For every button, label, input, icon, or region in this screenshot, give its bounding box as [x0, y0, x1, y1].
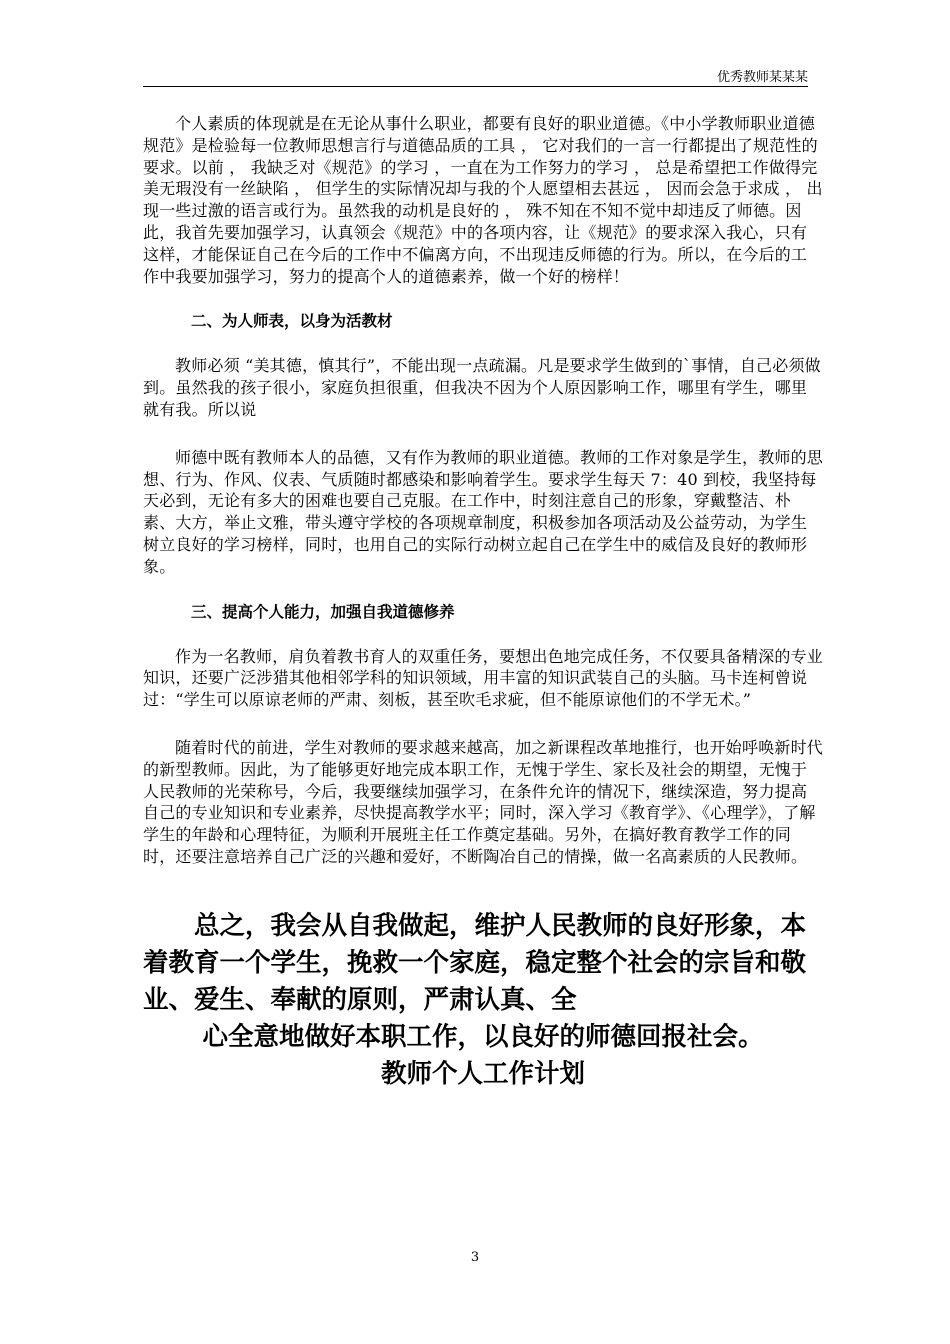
paragraph-role-model: 教师必须 “美其德，慎其行”，不能出现一点疏漏。凡是要求学生做到的`事情，自己必须做到。虽然我的孩子很小，家庭负担很重，但我决不因为个人原因影响工作，哪里有学生，哪里就有我。所以说 [143, 356, 821, 419]
section-heading-2: 二、为人师表，以身为活教材 [191, 312, 393, 331]
paragraph-times: 随着时代的前进，学生对教师的要求越来越高，加之新课程改革地推行，也开始呼唤新时代的新型教师。因此，为了能够更好地完成本职工作，无愧于学生、家长及社会的期望，无愧于人民教师的光荣称号，今后，我要继续加强学习，在条件允许的情况下，继续深造，努力提高自己的专业知识和专业素养，尽快提高教学水平；同时，深入学习《教育学》、《心理学》，了解学生的年龄和心理特征，为顺利开展班主任工作奠定基础。另外，在搞好教育教学工作的同时，还要注意培养自己广泛的兴趣和爱好，不断陶冶自己的情操，做一名高素质的人民教师。 [143, 737, 824, 866]
next-document-title: 教师个人工作计划 [380, 1058, 585, 1089]
summary-paragraph: 总之，我会从自我做起，维护人民教师的良好形象，本着教育一个学生，挽救一个家庭，稳定整个社会的宗旨和敬业、爱生、奉献的原则，严肃认真、全 [143, 910, 807, 1015]
summary-paragraph-end: 心全意地做好本职工作，以良好的师德回报社会。 [202, 1021, 764, 1052]
document-body [143, 113, 823, 1093]
header-title: 优秀教师某某某 [716, 70, 808, 85]
page-header [143, 58, 808, 87]
section-heading-3: 三、提高个人能力，加强自我道德修养 [191, 602, 455, 621]
paragraph-ability: 作为一名教师，肩负着教书育人的双重任务，要想出色地完成任务，不仅要具备精深的专业知识，还要广泛涉猎其他相邻学科的知识领域，用丰富的知识武装自己的头脑。马卡连柯曾说过：“学生可以原谅老师的严肃、刻板，甚至吹毛求疵，但不能原谅他们的不学无术。” [143, 646, 824, 710]
page-number: 3 [470, 1250, 480, 1265]
paragraph-ethics: 师德中既有教师本人的品德，又有作为教师的职业道德。教师的工作对象是学生，教师的思想、行为、作风、仪表、气质随时都感染和影响着学生。要求学生每天 7：40 到校，我坚持每天必到，无论有多大的困难也要自己克服。在工作中，时刻注意自己的形象，穿戴整洁、朴素、大方，举止文雅，带头遵守学校的各项规章制度，积极参加各项活动及公益劳动，为学生树立良好的学习榜样，同时，也用自己的实际行动树立起自己在学生中的威信及良好的教师形象。 [143, 447, 824, 576]
paragraph-intro: 个人素质的体现就是在无论从事什么职业，都要有良好的职业道德。《中小学教师职业道德规范》是检验每一位教师思想言行与道德品质的工具 ， 它对我们的一言一行都提出了规范性的要求。以前 ， 我缺乏对《规范》的学习 ，一直在为工作努力的学习 ， 总是希望把工作做得完美无瑕没有一丝缺陷 ， 但学生的实际情况却与我的个人愿望相去甚远 ， 因而会急于求成 ， 出现一些过激的语言或行为。虽然我的动机是良好的 ， 殊不知在不知不觉中却违反了师德。因此，我首先要加强学习，认真领会《规范》中的各项内容，让《规范》的要求深入我心，只有这样，才能保证自己在今后的工作中不偏离方向，不出现违反师德的行为。所以，在今后的工作中我要加强学习，努力的提高个人的道德素养，做一个好的榜样！ [143, 114, 823, 286]
